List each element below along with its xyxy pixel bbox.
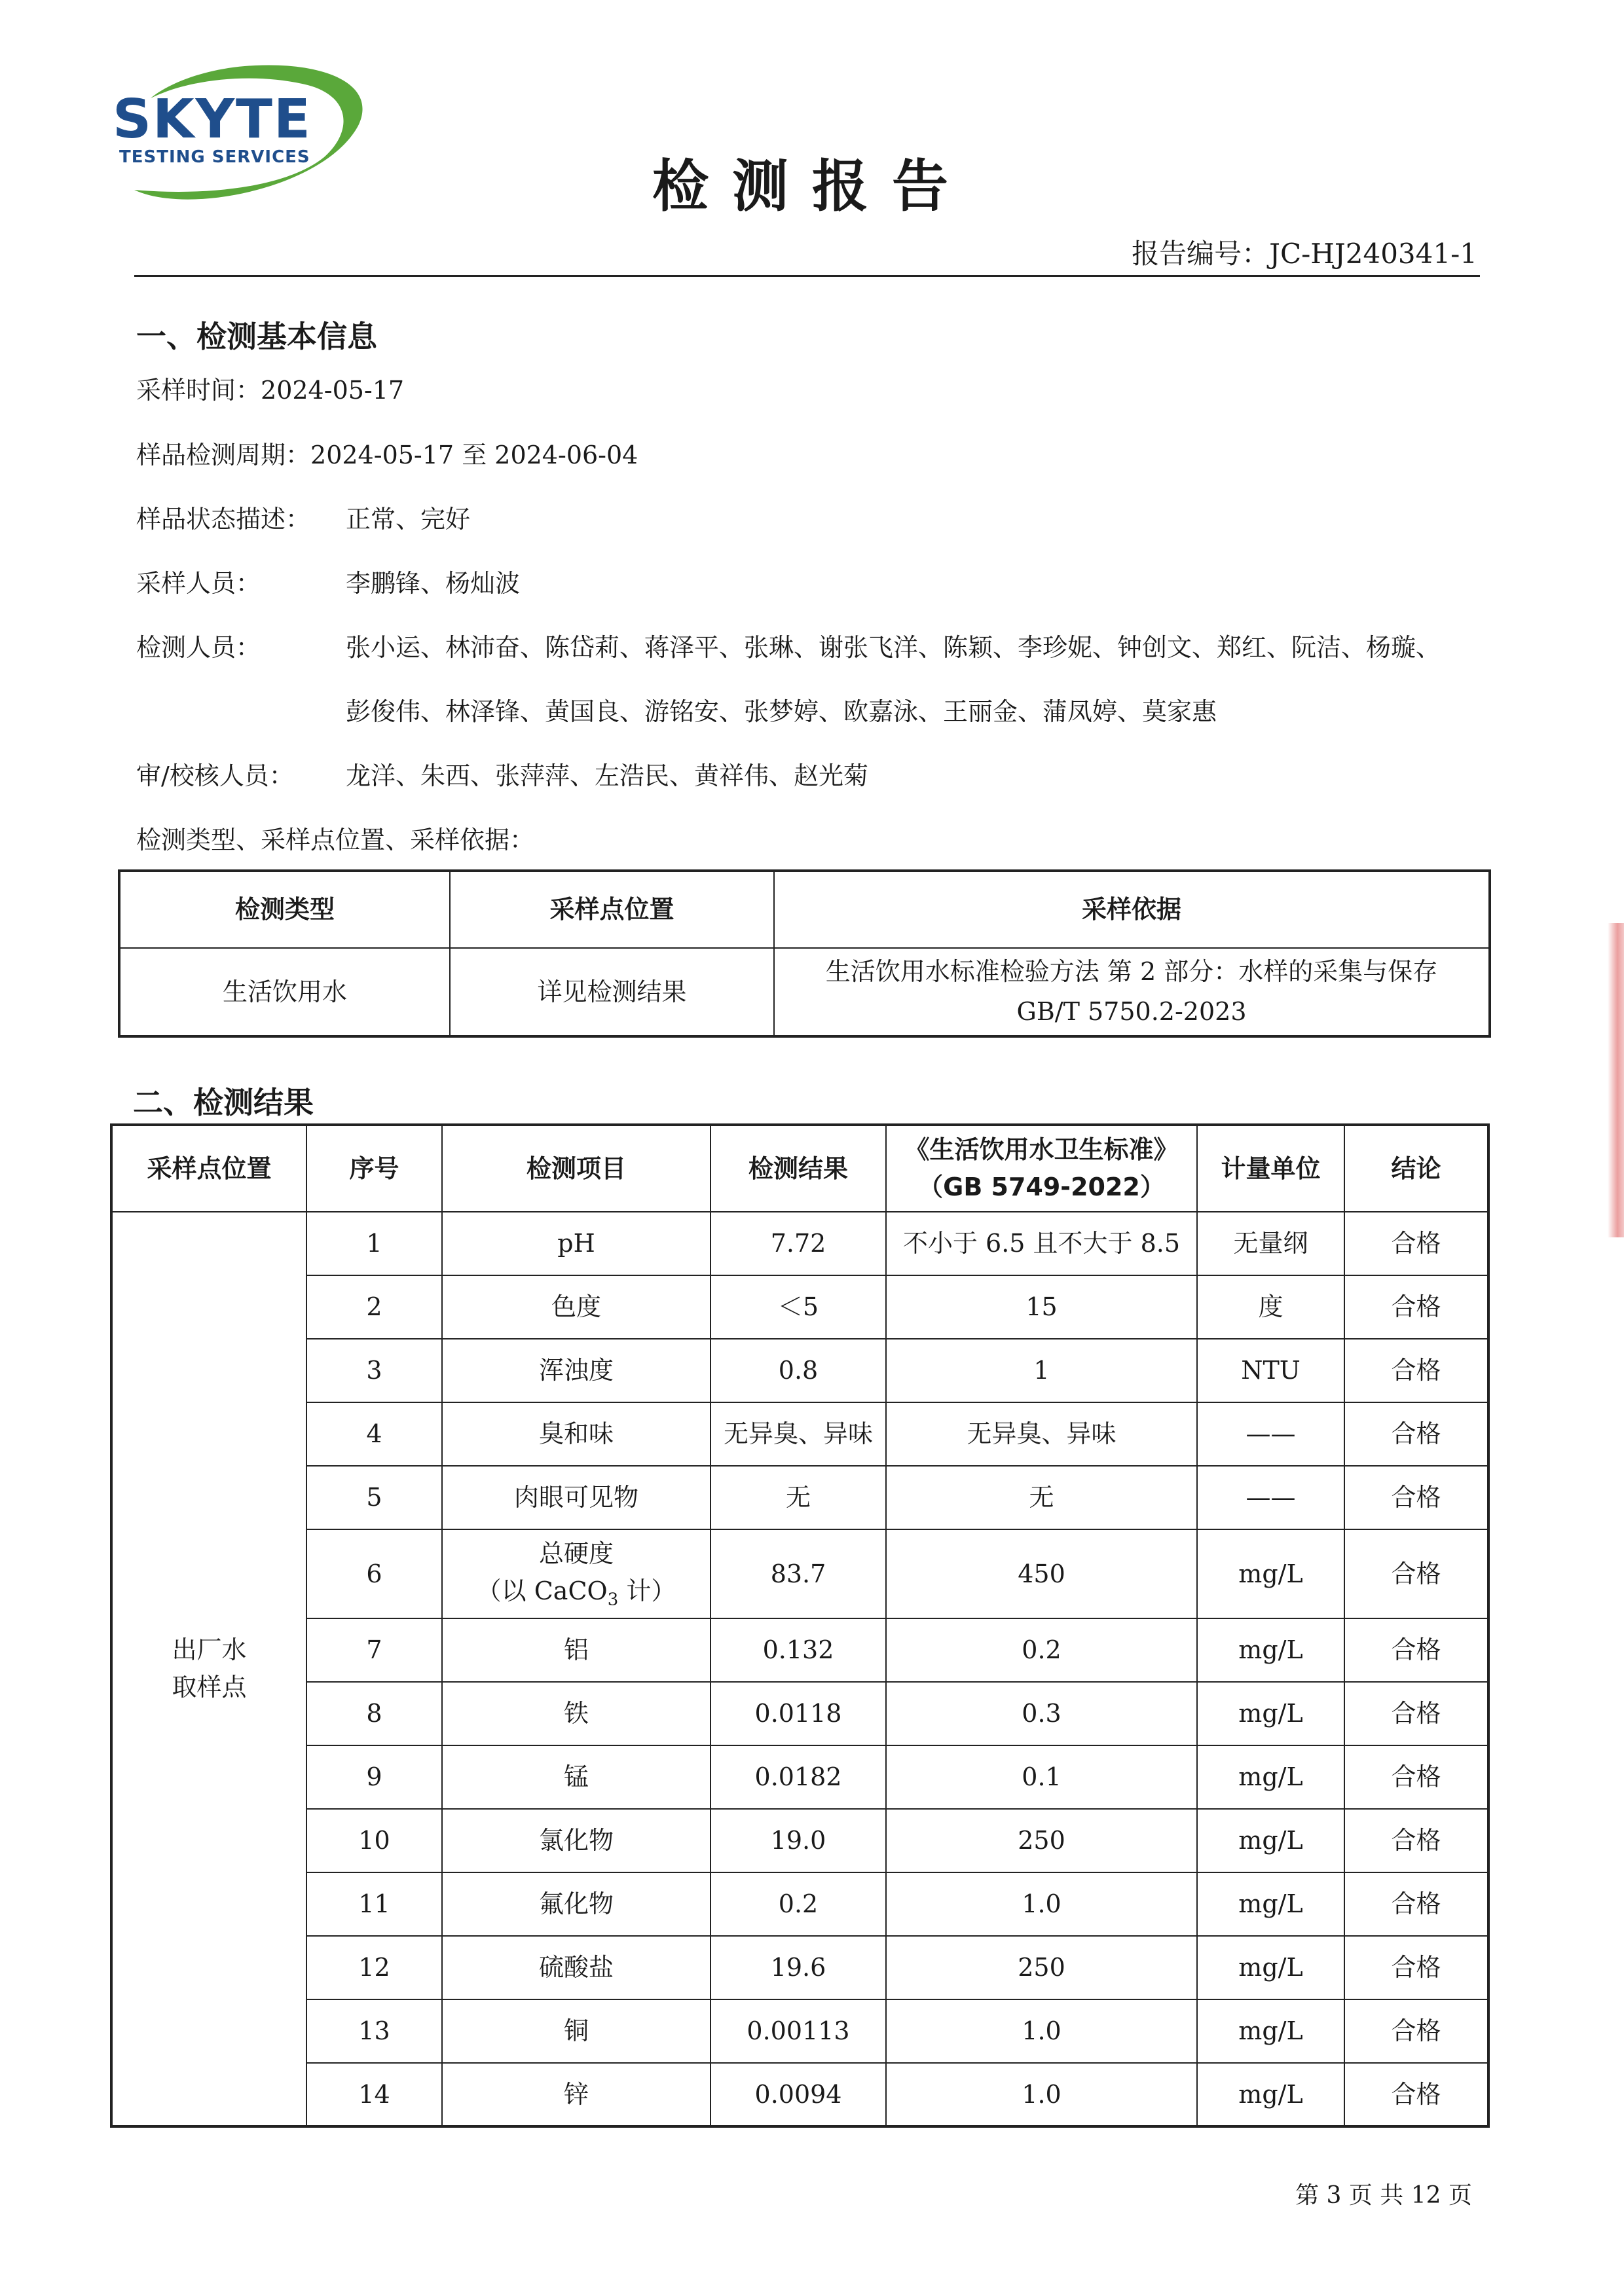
cell-limit: 250 <box>886 1809 1197 1872</box>
cell-item: pH <box>442 1212 710 1275</box>
cell-result: 0.132 <box>710 1618 886 1682</box>
cell-unit: mg/L <box>1197 1529 1344 1618</box>
samplers-value: 李鹏锋、杨灿波 <box>346 569 521 598</box>
cell-limit: 0.2 <box>886 1618 1197 1682</box>
item-basis-pre: （以 CaCO <box>476 1576 608 1605</box>
cell-unit: mg/L <box>1197 2063 1344 2126</box>
document-title: 检测报告 <box>652 154 972 219</box>
col-header-result: 检测结果 <box>710 1125 886 1212</box>
cell-seq: 6 <box>306 1529 442 1618</box>
test-period-value: 2024-05-17 至 2024-06-04 <box>310 441 638 469</box>
cell-item: 锌 <box>442 2063 710 2126</box>
cell-conclusion: 合格 <box>1344 1745 1488 1809</box>
cell-conclusion: 合格 <box>1344 1682 1488 1745</box>
cell-limit: 15 <box>886 1275 1197 1339</box>
info-table-caption: 检测类型、采样点位置、采样依据： <box>136 826 535 854</box>
cell-result: 7.72 <box>710 1212 886 1275</box>
col-header-seq: 序号 <box>306 1125 442 1212</box>
cell-result: 19.0 <box>710 1809 886 1872</box>
section-heading-basic-info: 一、检测基本信息 <box>136 319 377 354</box>
cell-conclusion: 合格 <box>1344 1212 1488 1275</box>
item-basis-post: 计） <box>618 1576 676 1605</box>
logo-wordmark: SKYTE <box>113 88 312 151</box>
cell-result: 83.7 <box>710 1529 886 1618</box>
cell-item: 肉眼可见物 <box>442 1466 710 1529</box>
cell-unit: mg/L <box>1197 1872 1344 1936</box>
cell-limit: 1.0 <box>886 1872 1197 1936</box>
cell-conclusion: 合格 <box>1344 1809 1488 1872</box>
table-row <box>111 1999 1488 2063</box>
col-header-conclusion: 结论 <box>1344 1125 1488 1212</box>
standard-code: （GB 5749-2022） <box>918 1173 1165 1201</box>
cell-limit: 无 <box>886 1466 1197 1529</box>
sample-state-value: 正常、完好 <box>346 505 471 534</box>
item-basis-subscript: 3 <box>607 1590 619 1610</box>
table-row <box>111 1872 1488 1936</box>
cell-conclusion: 合格 <box>1344 1872 1488 1936</box>
cell-seq: 2 <box>306 1275 442 1339</box>
item-basis <box>445 1573 707 1613</box>
reviewers-label: 审/校核人员： <box>136 761 294 790</box>
cell-item: 臭和味 <box>442 1402 710 1466</box>
cell-seq: 5 <box>306 1466 442 1529</box>
cell-unit: 无量纲 <box>1197 1212 1344 1275</box>
sampling-time-value: 2024-05-17 <box>261 376 405 405</box>
cell-result: ＜5 <box>710 1275 886 1339</box>
cell-conclusion: 合格 <box>1344 2063 1488 2126</box>
table-row <box>111 1275 1488 1339</box>
cell-result: 0.0118 <box>710 1682 886 1745</box>
col-header-unit: 计量单位 <box>1197 1125 1344 1212</box>
results-header-row <box>111 1125 1488 1212</box>
cell-item: 氟化物 <box>442 1872 710 1936</box>
item-name: 总硬度 <box>538 1539 614 1568</box>
table-row <box>111 1682 1488 1745</box>
cell-unit: —— <box>1197 1402 1344 1466</box>
cell-limit: 1.0 <box>886 1999 1197 2063</box>
cell-seq: 4 <box>306 1402 442 1466</box>
table-row <box>111 1745 1488 1809</box>
cell-conclusion: 合格 <box>1344 1999 1488 2063</box>
cell-item: 色度 <box>442 1275 710 1339</box>
cell-limit: 1.0 <box>886 2063 1197 2126</box>
cell-seq: 7 <box>306 1618 442 1682</box>
location-line-2: 取样点 <box>172 1673 247 1702</box>
cell-unit: NTU <box>1197 1339 1344 1402</box>
test-period <box>136 435 638 471</box>
samplers-label: 采样人员： <box>136 569 261 598</box>
col-header-sampling-location: 采样点位置 <box>450 871 774 948</box>
cell-conclusion: 合格 <box>1344 1339 1488 1402</box>
cell-conclusion: 合格 <box>1344 1936 1488 1999</box>
table-row <box>111 1466 1488 1529</box>
cell-result: 无 <box>710 1466 886 1529</box>
table-row <box>111 1809 1488 1872</box>
page-number: 第 3 页 共 12 页 <box>1295 2182 1472 2209</box>
cell-seq: 12 <box>306 1936 442 1999</box>
basis-line-2: GB/T 5750.2-2023 <box>1016 997 1247 1026</box>
cell-item: 氯化物 <box>442 1809 710 1872</box>
cell-seq: 10 <box>306 1809 442 1872</box>
cell-result: 0.2 <box>710 1872 886 1936</box>
cell-unit: mg/L <box>1197 1809 1344 1872</box>
header-divider <box>134 275 1480 277</box>
cell-result: 0.0182 <box>710 1745 886 1809</box>
cell-seq: 13 <box>306 1999 442 2063</box>
table-row <box>111 1339 1488 1402</box>
cell-seq: 14 <box>306 2063 442 2126</box>
cell-unit: mg/L <box>1197 1999 1344 2063</box>
logo-tagline: TESTING SERVICES <box>119 147 310 167</box>
cell-conclusion: 合格 <box>1344 1529 1488 1618</box>
cell-test-type: 生活饮用水 <box>119 948 450 1036</box>
cell-item: 浑浊度 <box>442 1339 710 1402</box>
cell-seq: 1 <box>306 1212 442 1275</box>
table-row <box>111 1529 1488 1618</box>
seal-stamp-edge <box>1608 923 1624 1237</box>
cell-unit: mg/L <box>1197 1682 1344 1745</box>
cell-limit: 无异臭、异味 <box>886 1402 1197 1466</box>
table-row <box>111 1936 1488 1999</box>
cell-item: 铁 <box>442 1682 710 1745</box>
cell-limit: 450 <box>886 1529 1197 1618</box>
report-number: 报告编号：JC-HJ240341-1 <box>1132 238 1477 270</box>
cell-result: 无异臭、异味 <box>710 1402 886 1466</box>
testers-line-2: 彭俊伟、林泽锋、黄国良、游铭安、张梦婷、欧嘉泳、王丽金、蒲凤婷、莫家惠 <box>346 697 1217 726</box>
cell-unit: mg/L <box>1197 1745 1344 1809</box>
col-header-test-type: 检测类型 <box>119 871 450 948</box>
testers-line-1: 张小运、林沛奋、陈岱莉、蒋泽平、张琳、谢张飞洋、陈颖、李珍妮、钟创文、郑红、阮洁、杨璇、 <box>346 633 1441 662</box>
sampling-time-label: 采样时间： <box>136 376 261 405</box>
sampling-info-table <box>118 869 1491 1038</box>
cell-item: 锰 <box>442 1745 710 1809</box>
table-row <box>111 1212 1488 1275</box>
cell-unit: —— <box>1197 1466 1344 1529</box>
cell-unit: 度 <box>1197 1275 1344 1339</box>
col-header-sampling-basis: 采样依据 <box>774 871 1490 948</box>
table-row <box>111 1402 1488 1466</box>
reviewers-value: 龙洋、朱西、张萍萍、左浩民、黄祥伟、赵光菊 <box>346 761 869 790</box>
sampling-time <box>136 370 404 406</box>
col-header-location: 采样点位置 <box>111 1125 306 1212</box>
cell-limit: 0.1 <box>886 1745 1197 1809</box>
cell-result: 0.0094 <box>710 2063 886 2126</box>
table-row <box>111 2063 1488 2126</box>
standard-name: 《生活饮用水卫生标准》 <box>904 1135 1179 1164</box>
cell-unit: mg/L <box>1197 1936 1344 1999</box>
cell-sampling-location: 详见检测结果 <box>450 948 774 1036</box>
cell-item <box>442 1529 710 1618</box>
cell-conclusion: 合格 <box>1344 1275 1488 1339</box>
cell-item: 铜 <box>442 1999 710 2063</box>
cell-sampling-location <box>111 1212 306 2126</box>
location-line-1: 出厂水 <box>172 1635 247 1664</box>
cell-limit: 0.3 <box>886 1682 1197 1745</box>
cell-conclusion: 合格 <box>1344 1466 1488 1529</box>
basis-line-1: 生活饮用水标准检验方法 第 2 部分：水样的采集与保存 <box>825 957 1438 987</box>
cell-seq: 3 <box>306 1339 442 1402</box>
cell-conclusion: 合格 <box>1344 1402 1488 1466</box>
cell-seq: 9 <box>306 1745 442 1809</box>
cell-conclusion: 合格 <box>1344 1618 1488 1682</box>
cell-item: 铝 <box>442 1618 710 1682</box>
cell-seq: 11 <box>306 1872 442 1936</box>
cell-unit: mg/L <box>1197 1618 1344 1682</box>
cell-item: 硫酸盐 <box>442 1936 710 1999</box>
test-period-label: 样品检测周期： <box>136 441 311 469</box>
results-table <box>110 1123 1490 2128</box>
cell-result: 0.00113 <box>710 1999 886 2063</box>
col-header-item: 检测项目 <box>442 1125 710 1212</box>
table-header-row <box>119 871 1490 948</box>
testers-label: 检测人员： <box>136 633 261 662</box>
cell-result: 0.8 <box>710 1339 886 1402</box>
table-row <box>111 1618 1488 1682</box>
col-header-standard <box>886 1125 1197 1212</box>
cell-limit: 250 <box>886 1936 1197 1999</box>
sample-state-label: 样品状态描述： <box>136 505 311 534</box>
cell-sampling-basis <box>774 948 1490 1036</box>
cell-limit: 1 <box>886 1339 1197 1402</box>
cell-result: 19.6 <box>710 1936 886 1999</box>
cell-limit: 不小于 6.5 且不大于 8.5 <box>886 1212 1197 1275</box>
cell-seq: 8 <box>306 1682 442 1745</box>
section-heading-results: 二、检测结果 <box>133 1085 314 1120</box>
table-row <box>119 948 1490 1036</box>
